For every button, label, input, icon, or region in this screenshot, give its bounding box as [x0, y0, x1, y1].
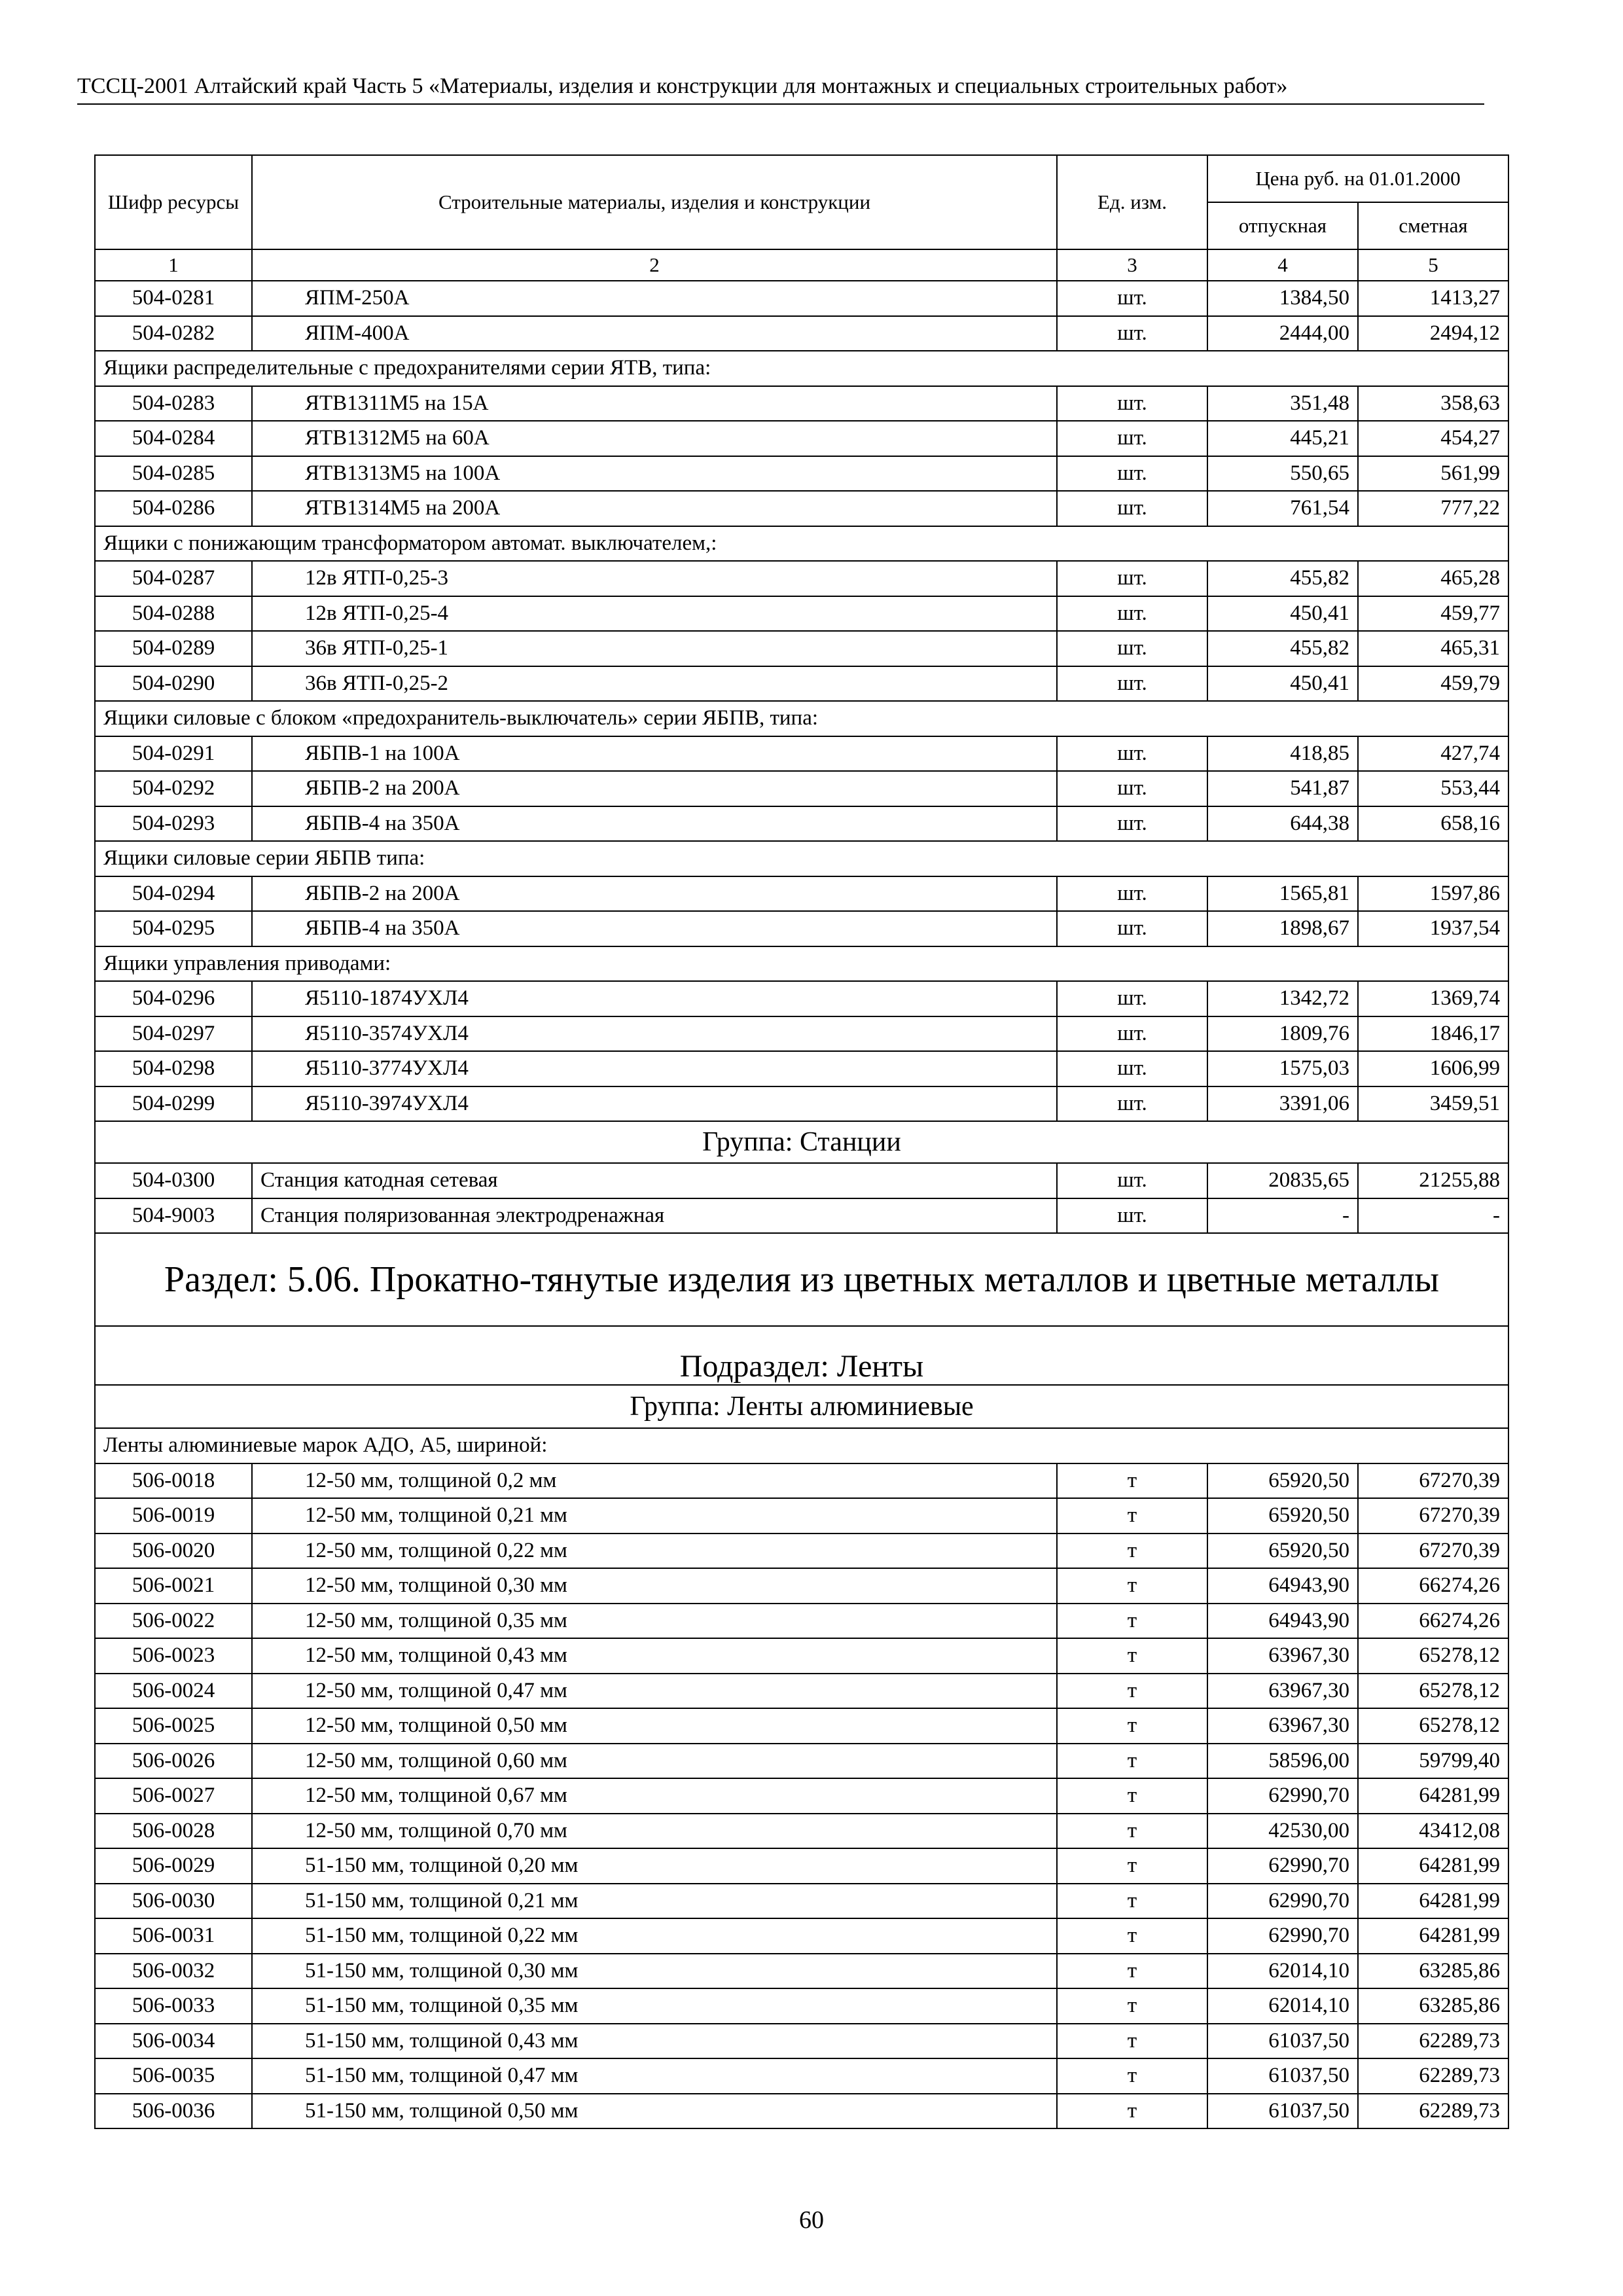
resource-code: 506-0022 [95, 1604, 252, 1639]
table-header-row [95, 155, 1508, 202]
table-row [95, 386, 1508, 422]
table-row [95, 806, 1508, 842]
release-price: 61037,50 [1207, 2058, 1358, 2094]
estimate-price: 553,44 [1358, 771, 1508, 806]
material-name: 51-150 мм, толщиной 0,43 мм [252, 2024, 1057, 2059]
resource-code: 504-0297 [95, 1016, 252, 1052]
material-name: ЯТВ1313М5 на 100А [252, 456, 1057, 492]
estimate-price: 1413,27 [1358, 281, 1508, 316]
unit: шт. [1057, 771, 1207, 806]
resource-code: 504-0289 [95, 631, 252, 666]
resource-code: 506-0035 [95, 2058, 252, 2094]
resource-code: 504-9003 [95, 1198, 252, 1234]
resource-code: 506-0023 [95, 1638, 252, 1674]
page-number: 60 [799, 2206, 824, 2234]
release-price: 62990,70 [1207, 1778, 1358, 1814]
estimate-price: 459,79 [1358, 666, 1508, 702]
release-price: 62990,70 [1207, 1884, 1358, 1919]
release-price: 1565,81 [1207, 876, 1358, 912]
table-row [95, 1568, 1508, 1604]
unit: т [1057, 1744, 1207, 1779]
unit: шт. [1057, 1016, 1207, 1052]
table-row [95, 281, 1508, 316]
estimate-price: 65278,12 [1358, 1638, 1508, 1674]
header-code: Шифр ресурсы [95, 155, 252, 249]
table-row [95, 666, 1508, 702]
table-row [95, 456, 1508, 492]
material-name: ЯБПВ-4 на 350А [252, 911, 1057, 946]
unit: т [1057, 1463, 1207, 1499]
heading-title: Ленты алюминиевые марок АДО, А5, шириной: [95, 1428, 1508, 1463]
release-price: 450,41 [1207, 596, 1358, 632]
unit: т [1057, 1708, 1207, 1744]
resource-code: 504-0293 [95, 806, 252, 842]
header-release-price: отпускная [1207, 202, 1358, 249]
table-row [95, 1016, 1508, 1052]
material-name: 12-50 мм, толщиной 0,22 мм [252, 1534, 1057, 1569]
resource-code: 504-0295 [95, 911, 252, 946]
material-name: Я5110-1874УХЛ4 [252, 981, 1057, 1016]
table-row [95, 2058, 1508, 2094]
estimate-price: 1606,99 [1358, 1051, 1508, 1086]
material-name: ЯТВ1311М5 на 15А [252, 386, 1057, 422]
heading-title: Ящики с понижающим трансформатором автомат. выключателем,: [95, 526, 1508, 562]
column-number-row [95, 249, 1508, 281]
estimate-price: 1597,86 [1358, 876, 1508, 912]
table-row [95, 1814, 1508, 1849]
estimate-price: 67270,39 [1358, 1498, 1508, 1534]
estimate-price: 427,74 [1358, 736, 1508, 772]
column-number: 3 [1057, 249, 1207, 281]
unit: т [1057, 2058, 1207, 2094]
table-row [95, 1604, 1508, 1639]
resource-code: 504-0294 [95, 876, 252, 912]
estimate-price: 561,99 [1358, 456, 1508, 492]
material-name: 51-150 мм, толщиной 0,22 мм [252, 1918, 1057, 1954]
material-name: 12-50 мм, толщиной 0,70 мм [252, 1814, 1057, 1849]
estimate-price: 62289,73 [1358, 2058, 1508, 2094]
estimate-price: 62289,73 [1358, 2024, 1508, 2059]
resource-code: 504-0287 [95, 561, 252, 596]
resource-code: 504-0281 [95, 281, 252, 316]
table-row [95, 1534, 1508, 1569]
material-name: 12-50 мм, толщиной 0,35 мм [252, 1604, 1057, 1639]
material-name: Я5110-3574УХЛ4 [252, 1016, 1057, 1052]
unit: т [1057, 1884, 1207, 1919]
table-row [95, 1463, 1508, 1499]
heading-row [95, 841, 1508, 876]
material-name: ЯПМ-250А [252, 281, 1057, 316]
heading-row [95, 351, 1508, 386]
estimate-price: 1846,17 [1358, 1016, 1508, 1052]
material-name: Я5110-3974УХЛ4 [252, 1086, 1057, 1122]
header-price: Цена руб. на 01.01.2000 [1207, 155, 1508, 202]
material-name: 51-150 мм, толщиной 0,47 мм [252, 2058, 1057, 2094]
material-name: 12-50 мм, толщиной 0,43 мм [252, 1638, 1057, 1674]
table-row [95, 1198, 1508, 1234]
unit: шт. [1057, 666, 1207, 702]
release-price: 1898,67 [1207, 911, 1358, 946]
table-row [95, 1051, 1508, 1086]
table-row [95, 491, 1508, 526]
estimate-price: 459,77 [1358, 596, 1508, 632]
unit: шт. [1057, 1163, 1207, 1198]
material-name: 12-50 мм, толщиной 0,21 мм [252, 1498, 1057, 1534]
material-name: ЯТВ1314М5 на 200А [252, 491, 1057, 526]
resource-code: 506-0036 [95, 2094, 252, 2129]
resource-code: 504-0298 [95, 1051, 252, 1086]
release-price: 1809,76 [1207, 1016, 1358, 1052]
estimate-price: 66274,26 [1358, 1604, 1508, 1639]
unit: шт. [1057, 491, 1207, 526]
resource-code: 504-0288 [95, 596, 252, 632]
material-name: ЯПМ-400А [252, 316, 1057, 351]
table-row [95, 561, 1508, 596]
heading-row [95, 526, 1508, 562]
release-price: 2444,00 [1207, 316, 1358, 351]
table-row [95, 1744, 1508, 1779]
estimate-price: 66274,26 [1358, 1568, 1508, 1604]
table-row [95, 2094, 1508, 2129]
table-row [95, 421, 1508, 456]
release-price: 61037,50 [1207, 2094, 1358, 2129]
resource-code: 504-0283 [95, 386, 252, 422]
material-name: 12-50 мм, толщиной 0,50 мм [252, 1708, 1057, 1744]
release-price: 351,48 [1207, 386, 1358, 422]
release-price: 1342,72 [1207, 981, 1358, 1016]
resource-code: 506-0026 [95, 1744, 252, 1779]
release-price: 63967,30 [1207, 1708, 1358, 1744]
heading-row [95, 701, 1508, 736]
estimate-price: 64281,99 [1358, 1884, 1508, 1919]
unit: т [1057, 1674, 1207, 1709]
release-price: 62014,10 [1207, 1988, 1358, 2024]
unit: шт. [1057, 876, 1207, 912]
estimate-price: 64281,99 [1358, 1848, 1508, 1884]
resource-code: 504-0290 [95, 666, 252, 702]
unit: шт. [1057, 806, 1207, 842]
resource-code: 506-0029 [95, 1848, 252, 1884]
release-price: 62990,70 [1207, 1918, 1358, 1954]
resource-code: 504-0292 [95, 771, 252, 806]
material-name: 12в ЯТП-0,25-4 [252, 596, 1057, 632]
release-price: 644,38 [1207, 806, 1358, 842]
release-price: 65920,50 [1207, 1534, 1358, 1569]
resource-code: 506-0020 [95, 1534, 252, 1569]
unit: шт. [1057, 561, 1207, 596]
release-price: 63967,30 [1207, 1674, 1358, 1709]
material-name: Станция катодная сетевая [252, 1163, 1057, 1198]
header-unit: Ед. изм. [1057, 155, 1207, 249]
unit: шт. [1057, 386, 1207, 422]
estimate-price: 777,22 [1358, 491, 1508, 526]
unit: шт. [1057, 631, 1207, 666]
group2-title: Группа: Ленты алюминиевые [95, 1385, 1508, 1428]
release-price: 58596,00 [1207, 1744, 1358, 1779]
material-name: 51-150 мм, толщиной 0,35 мм [252, 1988, 1057, 2024]
material-name: Я5110-3774УХЛ4 [252, 1051, 1057, 1086]
unit: шт. [1057, 1051, 1207, 1086]
estimate-price: 2494,12 [1358, 316, 1508, 351]
resource-code: 506-0030 [95, 1884, 252, 1919]
unit: шт. [1057, 421, 1207, 456]
table-row [95, 1086, 1508, 1122]
release-price: - [1207, 1198, 1358, 1234]
resource-code: 506-0033 [95, 1988, 252, 2024]
estimate-price: 1369,74 [1358, 981, 1508, 1016]
resource-code: 506-0028 [95, 1814, 252, 1849]
resource-code: 506-0019 [95, 1498, 252, 1534]
heading-row [95, 1428, 1508, 1463]
subsection-title: Подраздел: Ленты [95, 1326, 1508, 1385]
material-name: 12-50 мм, толщиной 0,47 мм [252, 1674, 1057, 1709]
column-number: 2 [252, 249, 1057, 281]
column-number: 5 [1358, 249, 1508, 281]
table-row [95, 911, 1508, 946]
release-price: 445,21 [1207, 421, 1358, 456]
estimate-price: 64281,99 [1358, 1778, 1508, 1814]
unit: шт. [1057, 316, 1207, 351]
unit: шт. [1057, 1086, 1207, 1122]
section-row [95, 1233, 1508, 1326]
release-price: 65920,50 [1207, 1498, 1358, 1534]
estimate-price: 465,28 [1358, 561, 1508, 596]
material-name: ЯТВ1312М5 на 60А [252, 421, 1057, 456]
release-price: 541,87 [1207, 771, 1358, 806]
material-name: 12-50 мм, толщиной 0,60 мм [252, 1744, 1057, 1779]
resource-code: 504-0282 [95, 316, 252, 351]
resource-code: 504-0300 [95, 1163, 252, 1198]
release-price: 42530,00 [1207, 1814, 1358, 1849]
heading-row [95, 946, 1508, 982]
estimate-price: - [1358, 1198, 1508, 1234]
estimate-price: 3459,51 [1358, 1086, 1508, 1122]
table-row [95, 876, 1508, 912]
resource-code: 506-0025 [95, 1708, 252, 1744]
column-number: 4 [1207, 249, 1358, 281]
section-title: Раздел: 5.06. Прокатно-тянутые изделия из цветных металлов и цветные металлы [95, 1233, 1508, 1326]
estimate-price: 65278,12 [1358, 1708, 1508, 1744]
heading-title: Ящики распределительные с предохранителями серии ЯТВ, типа: [95, 351, 1508, 386]
estimate-price: 63285,86 [1358, 1954, 1508, 1989]
material-name: 51-150 мм, толщиной 0,50 мм [252, 2094, 1057, 2129]
resource-code: 504-0291 [95, 736, 252, 772]
release-price: 64943,90 [1207, 1568, 1358, 1604]
material-name: ЯБПВ-2 на 200А [252, 771, 1057, 806]
price-table [94, 154, 1509, 2129]
unit: шт. [1057, 736, 1207, 772]
unit: т [1057, 1848, 1207, 1884]
resource-code: 506-0034 [95, 2024, 252, 2059]
unit: т [1057, 2024, 1207, 2059]
material-name: 51-150 мм, толщиной 0,30 мм [252, 1954, 1057, 1989]
unit: шт. [1057, 281, 1207, 316]
table-row [95, 1638, 1508, 1674]
table-row [95, 1918, 1508, 1954]
release-price: 62014,10 [1207, 1954, 1358, 1989]
table-row [95, 1778, 1508, 1814]
unit: т [1057, 1918, 1207, 1954]
group2-row [95, 1385, 1508, 1428]
estimate-price: 63285,86 [1358, 1988, 1508, 2024]
material-name: 36в ЯТП-0,25-2 [252, 666, 1057, 702]
header-materials: Строительные материалы, изделия и конструкции [252, 155, 1057, 249]
estimate-price: 465,31 [1358, 631, 1508, 666]
estimate-price: 454,27 [1358, 421, 1508, 456]
estimate-price: 21255,88 [1358, 1163, 1508, 1198]
resource-code: 506-0031 [95, 1918, 252, 1954]
column-number: 1 [95, 249, 252, 281]
release-price: 64943,90 [1207, 1604, 1358, 1639]
unit: шт. [1057, 596, 1207, 632]
material-name: 12-50 мм, толщиной 0,2 мм [252, 1463, 1057, 1499]
estimate-price: 62289,73 [1358, 2094, 1508, 2129]
unit: шт. [1057, 911, 1207, 946]
table-row [95, 736, 1508, 772]
release-price: 418,85 [1207, 736, 1358, 772]
subsection-row [95, 1326, 1508, 1385]
material-name: ЯБПВ-1 на 100А [252, 736, 1057, 772]
release-price: 63967,30 [1207, 1638, 1358, 1674]
resource-code: 504-0286 [95, 491, 252, 526]
resource-code: 506-0018 [95, 1463, 252, 1499]
release-price: 1384,50 [1207, 281, 1358, 316]
unit: шт. [1057, 981, 1207, 1016]
unit: шт. [1057, 456, 1207, 492]
material-name: 51-150 мм, толщиной 0,21 мм [252, 1884, 1057, 1919]
unit: т [1057, 1988, 1207, 2024]
material-name: ЯБПВ-2 на 200А [252, 876, 1057, 912]
table-row [95, 1954, 1508, 1989]
estimate-price: 59799,40 [1358, 1744, 1508, 1779]
table-row [95, 1163, 1508, 1198]
table-row [95, 2024, 1508, 2059]
estimate-price: 658,16 [1358, 806, 1508, 842]
release-price: 761,54 [1207, 491, 1358, 526]
unit: т [1057, 1534, 1207, 1569]
release-price: 455,82 [1207, 561, 1358, 596]
table-row [95, 316, 1508, 351]
estimate-price: 64281,99 [1358, 1918, 1508, 1954]
header-estimate-price: сметная [1358, 202, 1508, 249]
material-name: 12-50 мм, толщиной 0,67 мм [252, 1778, 1057, 1814]
table-row [95, 1674, 1508, 1709]
estimate-price: 358,63 [1358, 386, 1508, 422]
material-name: ЯБПВ-4 на 350А [252, 806, 1057, 842]
unit: т [1057, 1954, 1207, 1989]
table-row [95, 1988, 1508, 2024]
release-price: 61037,50 [1207, 2024, 1358, 2059]
estimate-price: 65278,12 [1358, 1674, 1508, 1709]
table-row [95, 1708, 1508, 1744]
table-row [95, 596, 1508, 632]
release-price: 65920,50 [1207, 1463, 1358, 1499]
material-name: 36в ЯТП-0,25-1 [252, 631, 1057, 666]
resource-code: 506-0027 [95, 1778, 252, 1814]
release-price: 1575,03 [1207, 1051, 1358, 1086]
table-row [95, 981, 1508, 1016]
estimate-price: 1937,54 [1358, 911, 1508, 946]
unit: т [1057, 1568, 1207, 1604]
table-row [95, 1848, 1508, 1884]
estimate-price: 67270,39 [1358, 1534, 1508, 1569]
group-row [95, 1121, 1508, 1163]
page-header: ТССЦ-2001 Алтайский край Часть 5 «Материалы, изделия и конструкции для монтажных и специальных строительных работ» [77, 73, 1484, 105]
heading-title: Ящики силовые серии ЯБПВ типа: [95, 841, 1508, 876]
estimate-price: 67270,39 [1358, 1463, 1508, 1499]
unit: т [1057, 1498, 1207, 1534]
table-row [95, 631, 1508, 666]
release-price: 3391,06 [1207, 1086, 1358, 1122]
material-name: 12-50 мм, толщиной 0,30 мм [252, 1568, 1057, 1604]
resource-code: 504-0285 [95, 456, 252, 492]
material-name: 12в ЯТП-0,25-3 [252, 561, 1057, 596]
table-row [95, 771, 1508, 806]
unit: шт. [1057, 1198, 1207, 1234]
table-row [95, 1884, 1508, 1919]
material-name: 51-150 мм, толщиной 0,20 мм [252, 1848, 1057, 1884]
unit: т [1057, 1604, 1207, 1639]
release-price: 20835,65 [1207, 1163, 1358, 1198]
unit: т [1057, 2094, 1207, 2129]
resource-code: 506-0021 [95, 1568, 252, 1604]
resource-code: 506-0032 [95, 1954, 252, 1989]
unit: т [1057, 1814, 1207, 1849]
release-price: 450,41 [1207, 666, 1358, 702]
table-row [95, 1498, 1508, 1534]
material-name: Станция поляризованная электродренажная [252, 1198, 1057, 1234]
resource-code: 504-0296 [95, 981, 252, 1016]
estimate-price: 43412,08 [1358, 1814, 1508, 1849]
resource-code: 506-0024 [95, 1674, 252, 1709]
release-price: 455,82 [1207, 631, 1358, 666]
resource-code: 504-0299 [95, 1086, 252, 1122]
unit: т [1057, 1778, 1207, 1814]
heading-title: Ящики управления приводами: [95, 946, 1508, 982]
group-title: Группа: Станции [95, 1121, 1508, 1163]
heading-title: Ящики силовые с блоком «предохранитель-выключатель» серии ЯБПВ, типа: [95, 701, 1508, 736]
unit: т [1057, 1638, 1207, 1674]
resource-code: 504-0284 [95, 421, 252, 456]
release-price: 550,65 [1207, 456, 1358, 492]
release-price: 62990,70 [1207, 1848, 1358, 1884]
